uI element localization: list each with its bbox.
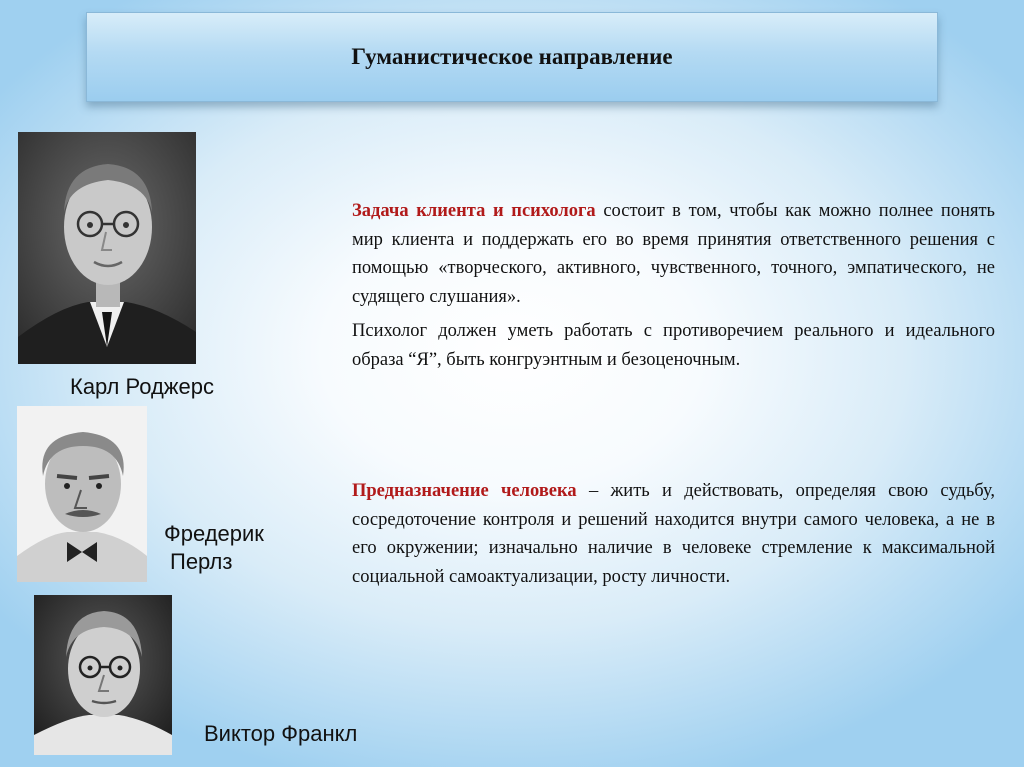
frankl-caption: Виктор Франкл	[204, 721, 358, 746]
task-block	[352, 197, 995, 381]
purpose-paragraph	[352, 477, 995, 591]
rogers-photo	[18, 132, 196, 364]
frankl-photo	[34, 595, 172, 755]
task-text: состоит в том, чтобы как можно полнее понять мир клиента и поддержать его во время принятия ответственного решения с помощью «творческого, активного, чувственного, точного, эмпатического, не судящего слушания».	[352, 201, 995, 307]
purpose-block	[352, 477, 995, 597]
perls-caption: Фредерик Перлз	[164, 521, 264, 574]
purpose-text: – жить и действовать, определяя свою судьбу, сосредоточение контроля и решений находится внутри самого человека, а не в его окружении; изначально наличие в человеке стремление к максимальной социальной самоактуализации, росту личности.	[352, 481, 995, 587]
rogers-caption: Карл Роджерс	[70, 374, 214, 399]
task-paragraph	[352, 197, 995, 311]
title-banner	[86, 12, 938, 102]
purpose-highlight: Предназначение человека	[352, 481, 577, 501]
slide-title: Гуманистическое направление	[351, 44, 673, 69]
task-paragraph-2: Психолог должен уметь работать с противоречием реального и идеального образа “Я”, быть конгруэнтным и безоценочным.	[352, 321, 995, 370]
task-highlight: Задача клиента и психолога	[352, 201, 596, 221]
perls-photo	[17, 406, 147, 582]
